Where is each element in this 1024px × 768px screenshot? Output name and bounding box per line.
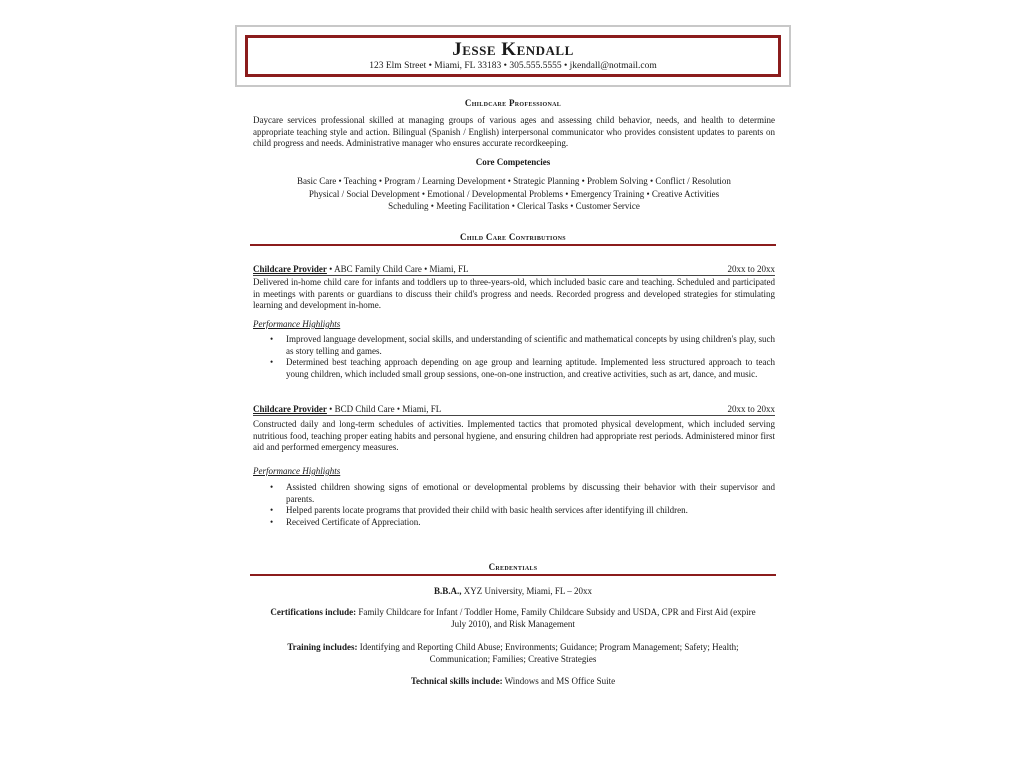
section-rule xyxy=(250,574,776,576)
degree-detail: XYZ University, Miami, FL – 20xx xyxy=(461,586,593,596)
job-dates: 20xx to 20xx xyxy=(727,404,775,414)
credentials-title: Credentials xyxy=(488,562,538,572)
list-item: • Determined best teaching approach depending on age group and learning aptitude. Implemented less structured approach to teach young children, which included small group sessions, one-on-one instruction, and creative activities, such as art, dance, and music. xyxy=(253,357,775,380)
job-employer: • BCD Child Care • Miami, FL xyxy=(326,404,442,414)
competencies-line: Scheduling • Meeting Facilitation • Clerical Tasks • Customer Service xyxy=(388,201,640,211)
job-description: Constructed daily and long-term schedules of activities. Implemented tactics that promoted physical development, which included serving nutritious food, teaching proper eating habits and personal hygiene, and ensuring children had appropriate rest periods. Administered minor first aid and performed emergency measures. xyxy=(253,419,775,452)
job-heading xyxy=(253,404,775,416)
job-heading xyxy=(253,264,775,276)
technical-text: Windows and MS Office Suite xyxy=(502,676,616,686)
competencies-list xyxy=(253,175,775,213)
highlights-label: Performance Highlights xyxy=(253,319,341,329)
training-label: Training includes: xyxy=(287,642,358,652)
job-title: Childcare Provider xyxy=(253,404,327,414)
profile-title: Childcare Professional xyxy=(464,98,562,108)
competencies-title: Core Competencies xyxy=(475,157,551,167)
contact-line: 123 Elm Street • Miami, FL 33183 • 305.555.5555 • jkendall@notmail.com xyxy=(369,61,657,71)
header-frame xyxy=(235,25,791,87)
degree-line xyxy=(250,586,776,598)
certifications-label: Certifications include: xyxy=(270,607,357,617)
certifications-text: Family Childcare for Infant / Toddler Home, Family Childcare Subsidy and USDA, CPR and First Aid (expire July 2010), and Risk Management xyxy=(356,607,756,629)
technical-label: Technical skills include: xyxy=(410,676,503,686)
job-title: Childcare Provider xyxy=(253,264,327,274)
technical-line xyxy=(250,676,776,688)
highlights-label: Performance Highlights xyxy=(253,466,341,476)
list-item: • Received Certificate of Appreciation. xyxy=(253,517,775,529)
list-item: • Helped parents locate programs that provided their child with basic health services after identifying ill children. xyxy=(253,505,775,517)
training-text: Identifying and Reporting Child Abuse; Environments; Guidance; Program Management; Safety; Health; Communication; Families; Creative Strategies xyxy=(357,642,739,664)
contributions-title: Child Care Contributions xyxy=(460,232,566,242)
section-rule xyxy=(250,244,776,246)
job-dates: 20xx to 20xx xyxy=(727,264,775,274)
list-item: • Improved language development, social skills, and understanding of scientific and mathematical concepts by using children's play, such as story telling and games. xyxy=(253,334,775,357)
certifications-line xyxy=(265,607,761,630)
highlights-list xyxy=(253,482,775,528)
profile-summary: Daycare services professional skilled at managing groups of various ages and assessing child behavior, needs, and health to determine appropriate teaching style and action. Bilingual (Spanish / English) interpersonal communicator who provides consistent updates to parents on child progress and needs. Administrative manager who ensures accurate recordkeeping. xyxy=(253,115,775,148)
list-item: • Assisted children showing signs of emotional or developmental problems by discussing their behavior with their supervisor and parents. xyxy=(253,482,775,505)
competencies-line: Basic Care • Teaching • Program / Learning Development • Strategic Planning • Problem Solving • Conflict / Resolution xyxy=(297,176,731,186)
candidate-name: Jesse Kendall xyxy=(452,39,574,60)
degree-name: B.B.A., xyxy=(433,586,462,596)
training-line xyxy=(258,642,768,665)
job-description: Delivered in-home child care for infants and toddlers up to three-years-old, which included basic care and teaching. Scheduled and participated in meetings with parents or guardians to discuss their child's progress and needs. Recorded progress and developed strategies for stimulating learning and development in-home. xyxy=(253,277,775,310)
competencies-line: Physical / Social Development • Emotional / Developmental Problems • Emergency Training • Creative Activities xyxy=(308,188,720,199)
header-box xyxy=(245,35,781,77)
highlights-list xyxy=(253,334,775,380)
job-employer: • ABC Family Child Care • Miami, FL xyxy=(326,264,469,274)
